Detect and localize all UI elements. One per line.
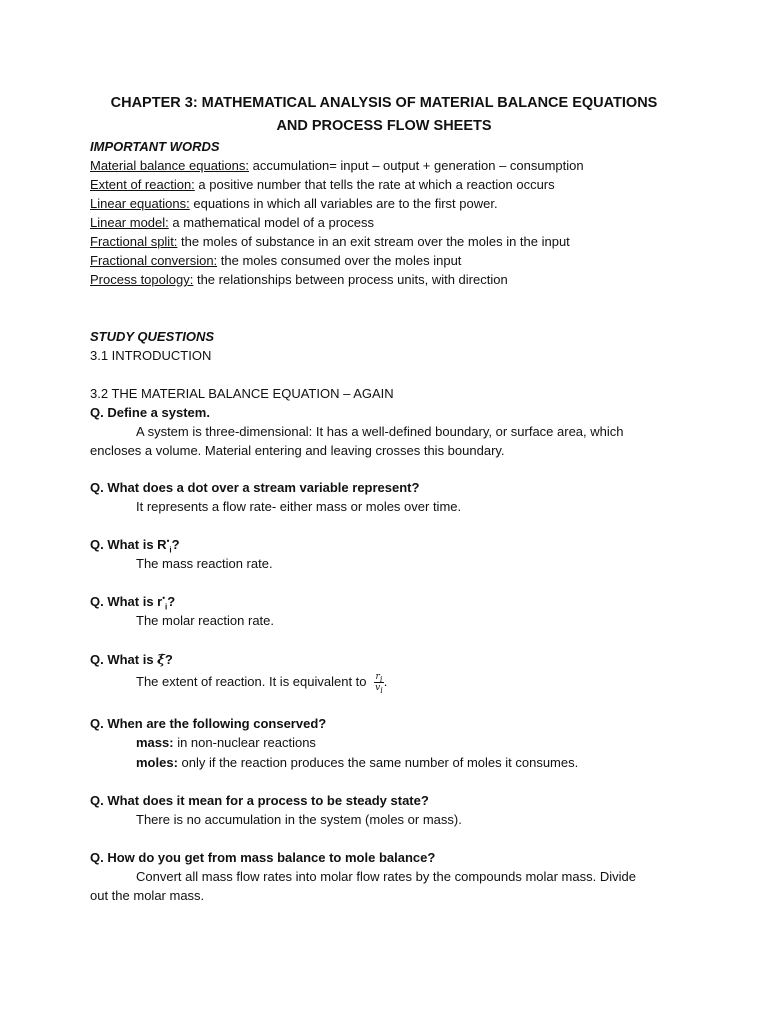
term-label: Linear equations: [90, 196, 190, 211]
section-3-1-heading: 3.1 INTRODUCTION [90, 348, 212, 363]
answer-mass-reaction-rate: The mass reaction rate. [136, 556, 273, 571]
chapter-title-line-2: AND PROCESS FLOW SHEETS [276, 118, 492, 134]
question-mark: ? [171, 537, 180, 552]
index-subscript: i [165, 602, 168, 612]
denominator-subscript: i [380, 685, 383, 695]
term-label: Fractional conversion: [90, 253, 218, 268]
important-words-heading: IMPORTANT WORDS [90, 139, 220, 154]
term-definition: the moles consumed over the moles input [217, 253, 462, 268]
term-linear-equations [90, 196, 498, 212]
answer-text: The extent of reaction. It is equivalent to [136, 673, 371, 689]
term-label: Process topology: [90, 272, 194, 287]
term-definition: accumulation= input – output + generation – consumption [249, 158, 584, 173]
term-label: Extent of reaction: [90, 177, 195, 192]
mass-text: in non-nuclear reactions [173, 735, 316, 750]
numerator-subscript: i [379, 674, 383, 684]
fraction-r-over-v [374, 672, 384, 693]
term-label: Linear model: [90, 215, 169, 230]
term-label: Material balance equations: [90, 158, 249, 173]
answer-mass-to-mole-line-2: out the molar mass. [90, 888, 205, 903]
answer-conserved-mass [136, 735, 316, 751]
question-mass-reaction-rate [90, 537, 180, 553]
answer-conserved-moles [136, 755, 578, 771]
index-subscript: i [169, 545, 172, 555]
answer-define-system-line-1: A system is three-dimensional: It has a well-defined boundary, or surface area, which [136, 424, 624, 439]
question-mass-to-mole: Q. How do you get from mass balance to mole balance? [90, 850, 436, 865]
term-fractional-split [90, 234, 570, 250]
term-extent-of-reaction [90, 177, 555, 193]
dot-superscript: • [162, 593, 166, 603]
moles-text: only if the reaction produces the same number of moles it consumes. [177, 755, 579, 770]
term-linear-model [90, 215, 374, 231]
term-definition: a positive number that tells the rate at which a reaction occurs [194, 177, 555, 192]
numerator-symbol: r [375, 672, 380, 682]
question-dot-over-variable: Q. What does a dot over a stream variable represent? [90, 480, 420, 495]
term-definition: the moles of substance in an exit stream over the moles in the input [177, 234, 570, 249]
question-text: Q. What is [90, 652, 158, 667]
term-process-topology [90, 272, 508, 288]
study-questions-heading: STUDY QUESTIONS [90, 329, 215, 344]
term-definition: equations in which all variables are to the first power. [189, 196, 498, 211]
question-molar-reaction-rate [90, 594, 175, 610]
term-definition: a mathematical model of a process [168, 215, 374, 230]
denominator-symbol: v [375, 683, 381, 693]
question-define-system: Q. Define a system. [90, 405, 210, 420]
xi-symbol: ξ̇ [157, 653, 165, 668]
question-mark: ? [167, 594, 176, 609]
term-material-balance [90, 158, 584, 174]
question-text: Q. What is r [90, 594, 163, 609]
term-fractional-conversion [90, 253, 461, 269]
answer-dot-over-variable: It represents a flow rate- either mass or moles over time. [136, 499, 462, 514]
mass-label: mass: [136, 735, 174, 750]
term-definition: the relationships between process units, with direction [193, 272, 508, 287]
section-3-2-heading: 3.2 THE MATERIAL BALANCE EQUATION – AGAIN [90, 386, 394, 401]
question-extent-symbol [90, 652, 173, 669]
answer-mass-to-mole-line-1: Convert all mass flow rates into molar flow rates by the compounds molar mass. Divide [136, 869, 636, 884]
answer-period: . [383, 673, 388, 689]
answer-steady-state: There is no accumulation in the system (moles or mass). [136, 812, 462, 827]
question-text: Q. What is R [90, 537, 167, 552]
dot-superscript: • [166, 536, 170, 546]
answer-extent-symbol [136, 672, 387, 693]
answer-molar-reaction-rate: The molar reaction rate. [136, 613, 275, 628]
moles-label: moles: [136, 755, 178, 770]
chapter-title-line-1: CHAPTER 3: MATHEMATICAL ANALYSIS OF MATERIAL BALANCE EQUATIONS [110, 95, 658, 111]
answer-define-system-line-2: encloses a volume. Material entering and leaving crosses this boundary. [90, 443, 505, 458]
term-label: Fractional split: [90, 234, 178, 249]
question-steady-state: Q. What does it mean for a process to be steady state? [90, 793, 429, 808]
fraction-numerator [374, 672, 384, 683]
fraction-denominator [374, 683, 384, 693]
question-conserved: Q. When are the following conserved? [90, 716, 327, 731]
question-mark: ? [164, 652, 173, 667]
